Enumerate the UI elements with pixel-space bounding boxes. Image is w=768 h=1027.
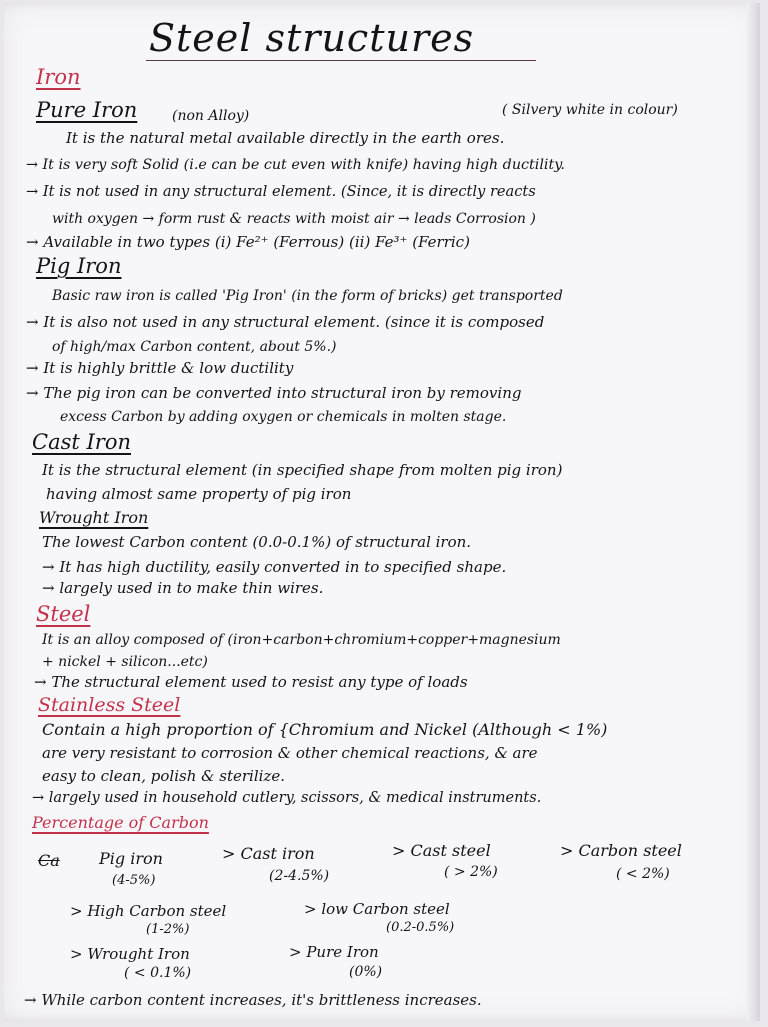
pig-iron-line-1: Basic raw iron is called 'Pig Iron' (in the form of bricks) get transported [52,288,563,304]
stainless-line-4: → largely used in household cutlery, scissors, & medical instruments. [32,790,542,806]
pure-iron-line-1: It is the natural metal available directly in the earth ores. [66,129,505,147]
pig-iron-line-6: excess Carbon by adding oxygen or chemicals in molten stage. [60,409,507,425]
struck-text: Ca [38,851,60,870]
pure-iron-colour: ( Silvery white in colour) [502,102,678,118]
carbon-heading: Percentage of Carbon [32,813,209,832]
pure-iron-line-3: → It is not used in any structural element. (Since, it is directly reacts [26,183,536,200]
carbon-item-name: > low Carbon steel [304,900,450,918]
pig-iron-line-4: → It is highly brittle & low ductility [26,359,294,377]
carbon-item-pct: (0%) [349,964,383,980]
carbon-item-name: > Cast iron [222,844,315,863]
carbon-item-pct: (0.2-0.5%) [386,920,455,935]
steel-line-1: It is an alloy composed of (iron+carbon+chromium+copper+magnesium [42,632,561,648]
carbon-item-name: Pig iron [99,849,163,868]
notebook-page [4,3,760,1021]
page-title: Steel structures [149,16,475,60]
stainless-heading: Stainless Steel [38,694,181,716]
pure-iron-tag: (non Alloy) [172,108,250,124]
carbon-item-name: > Pure Iron [289,943,379,961]
steel-line-3: → The structural element used to resist any type of loads [34,673,468,691]
carbon-item-pct: (2-4.5%) [269,868,330,884]
title-underline [146,60,536,61]
pure-iron-line-4: with oxygen → form rust & reacts with moist air → leads Corrosion ) [52,211,536,227]
stainless-line-2: are very resistant to corrosion & other chemical reactions, & are [42,744,538,762]
pure-iron-heading: Pure Iron [36,98,138,122]
wrought-iron-line-1: The lowest Carbon content (0.0-0.1%) of structural iron. [42,533,472,551]
carbon-conclusion: → While carbon content increases, it's brittleness increases. [24,991,482,1009]
carbon-item-pct: (4-5%) [112,873,156,888]
cast-iron-heading: Cast Iron [32,430,131,454]
pig-iron-line-3: of high/max Carbon content, about 5%.) [52,339,337,355]
stainless-line-1: Contain a high proportion of {Chromium and Nickel (Although < 1%) [42,720,608,739]
wrought-iron-heading: Wrought Iron [39,508,149,527]
pig-iron-heading: Pig Iron [36,254,122,278]
carbon-item-name: > Carbon steel [560,841,682,860]
page-edge-shadow [746,3,760,1021]
wrought-iron-line-2: → It has high ductility, easily converted in to specified shape. [42,558,507,576]
carbon-item-name: > High Carbon steel [70,902,227,920]
cast-iron-line-2: having almost same property of pig iron [46,485,352,503]
carbon-item-pct: ( > 2%) [444,864,498,880]
pure-iron-line-5: → Available in two types (i) Fe²⁺ (Ferrous) (ii) Fe³⁺ (Ferric) [26,233,470,251]
carbon-item-name: > Wrought Iron [70,945,190,963]
iron-heading: Iron [36,65,81,89]
wrought-iron-line-3: → largely used in to make thin wires. [42,579,324,597]
steel-heading: Steel [36,602,91,626]
carbon-item-pct: ( < 2%) [616,866,670,882]
stainless-line-3: easy to clean, polish & sterilize. [42,767,285,785]
carbon-item-pct: (1-2%) [146,922,190,937]
pure-iron-line-2: → It is very soft Solid (i.e can be cut even with knife) having high ductility. [26,157,565,173]
pig-iron-line-2: → It is also not used in any structural element. (since it is composed [26,313,545,331]
carbon-item-name: > Cast steel [392,841,491,860]
carbon-item-pct: ( < 0.1%) [124,965,192,981]
steel-line-2: + nickel + silicon...etc) [42,654,208,670]
cast-iron-line-1: It is the structural element (in specified shape from molten pig iron) [42,461,563,479]
pig-iron-line-5: → The pig iron can be converted into structural iron by removing [26,384,522,402]
